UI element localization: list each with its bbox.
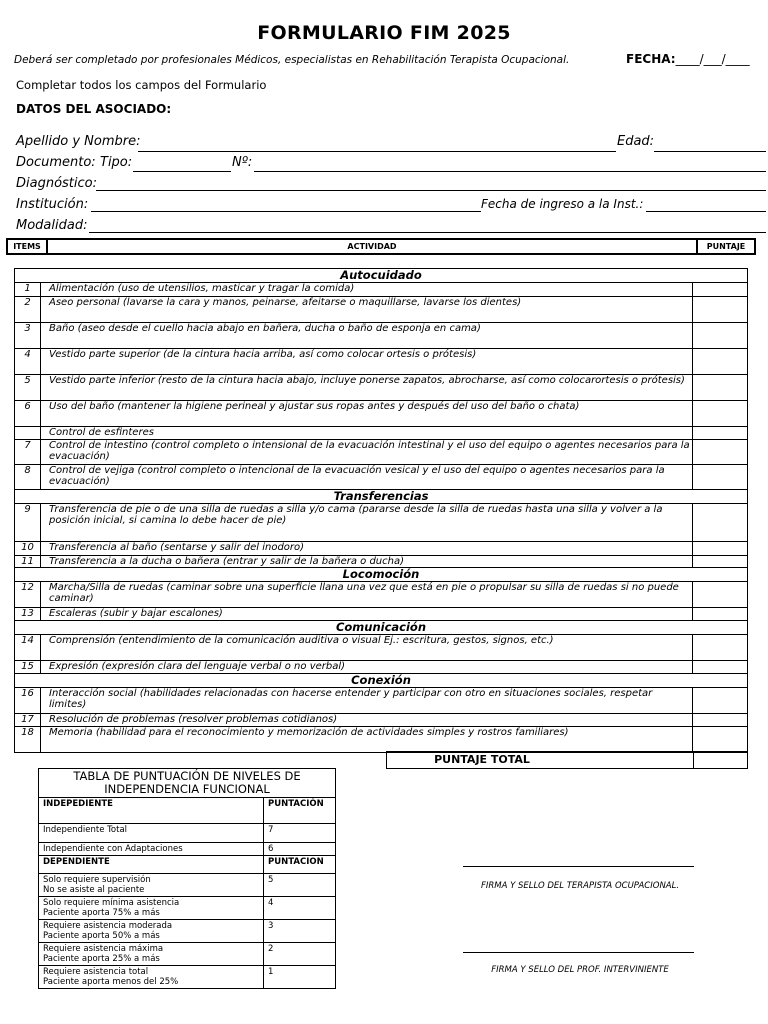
level-line: Independiente con Adaptaciones <box>43 844 183 854</box>
level-description <box>39 824 264 843</box>
modalidad-field[interactable] <box>89 232 766 233</box>
level-line: Solo requiere supervisión <box>43 875 151 885</box>
signature-label-prof: FIRMA Y SELLO DEL PROF. INTERVINIENTE <box>491 965 669 975</box>
levels-group-head: DEPENDIENTE <box>39 856 264 874</box>
total-box <box>386 751 748 769</box>
item-number: 13 <box>15 608 41 620</box>
activity-description: Expresión (expresión clara del lenguaje verbal o no verbal) <box>41 661 693 673</box>
activity-description: Memoria (habilidad para el reconocimiento y memorización de actividades simples y rostros familiares) <box>41 727 693 752</box>
activity-description: Control de intestino (control completo o intensional de la evacuación intestinal y el uso del equipo o agentes necesarios para la evacuación) <box>41 440 693 464</box>
level-score: 6 <box>264 843 336 856</box>
score-cell[interactable] <box>693 504 747 541</box>
levels-row <box>39 874 336 897</box>
activity-row <box>15 323 747 349</box>
level-line: Solo requiere mínima asistencia <box>43 898 180 908</box>
activity-description: Transferencia a la ducha o bañera (entrar y salir de la bañera o ducha) <box>41 556 693 567</box>
signature-line-terapista[interactable] <box>463 866 694 867</box>
item-number <box>15 427 41 439</box>
levels-score-head: PUNTACION <box>264 856 336 874</box>
edad-field[interactable] <box>654 151 766 152</box>
activity-description: Marcha/Silla de ruedas (caminar sobre una superficie llana una vez que está en pie o propulsar su silla de ruedas si no puede caminar) <box>41 582 693 607</box>
score-cell[interactable] <box>693 661 747 673</box>
item-number: 3 <box>15 323 41 348</box>
score-cell[interactable] <box>693 714 747 726</box>
levels-title: TABLA DE PUNTUACIÓN DE NIVELES DE INDEPENDENCIA FUNCIONAL <box>39 769 336 798</box>
level-line: Paciente aporta 50% a más <box>43 931 160 941</box>
score-cell[interactable] <box>693 465 747 489</box>
level-line: Paciente aporta menos del 25% <box>43 977 179 987</box>
level-line: Requiere asistencia total <box>43 967 149 977</box>
header-puntaje: PUNTAJE <box>706 242 746 251</box>
level-score: 3 <box>264 920 336 943</box>
score-cell[interactable] <box>693 323 747 348</box>
fecha-ingreso-field[interactable] <box>646 211 766 212</box>
section-title: Conexión <box>15 674 747 688</box>
activity-description: Transferencia de pie o de una silla de ruedas a silla y/o cama (pararse desde la silla de ruedas hasta una silla y volver a la posición inicial, si camina lo debe hacer de pie) <box>41 504 693 541</box>
level-line: Paciente aporta 75% a más <box>43 908 160 918</box>
form-title: FORMULARIO FIM 2025 <box>257 22 511 44</box>
level-line: Independiente Total <box>43 825 128 835</box>
score-cell[interactable] <box>693 440 747 464</box>
activity-row <box>15 349 747 375</box>
activity-description: Uso del baño (mantener la higiene perineal y ajustar sus ropas antes y después del uso del baño o chata) <box>41 401 693 426</box>
score-cell[interactable] <box>693 582 747 607</box>
section-title: Locomoción <box>15 568 747 582</box>
level-score: 2 <box>264 943 336 966</box>
level-description <box>39 920 264 943</box>
activity-description: Control de vejiga (control completo o intencional de la evacuación vesical y el uso del equipo o agentes necesarios para la evacuación) <box>41 465 693 489</box>
level-description <box>39 966 264 989</box>
score-cell[interactable] <box>693 556 747 567</box>
section-title: Autocuidado <box>15 269 747 283</box>
item-number: 4 <box>15 349 41 374</box>
total-label: PUNTAJE TOTAL <box>434 753 530 766</box>
table-header <box>6 238 756 255</box>
score-cell[interactable] <box>693 401 747 426</box>
activity-row <box>15 635 747 661</box>
item-number: 2 <box>15 297 41 322</box>
levels-score-head: PUNTACIÓN <box>264 798 336 824</box>
activity-row <box>15 297 747 323</box>
modalidad-label: Modalidad: <box>16 218 88 233</box>
numero-field[interactable] <box>254 171 766 172</box>
score-cell[interactable] <box>693 375 747 400</box>
section-title: Transferencias <box>15 490 747 504</box>
level-description <box>39 943 264 966</box>
activity-row <box>15 427 747 440</box>
level-score: 4 <box>264 897 336 920</box>
activity-description: Escaleras (subir y bajar escalones) <box>41 608 693 620</box>
item-number: 14 <box>15 635 41 660</box>
item-number: 17 <box>15 714 41 726</box>
signature-label-terapista: FIRMA Y SELLO DEL TERAPISTA OCUPACIONAL. <box>480 881 680 891</box>
item-number: 5 <box>15 375 41 400</box>
activity-description: Resolución de problemas (resolver problemas cotidianos) <box>41 714 693 726</box>
activity-description: Vestido parte inferior (resto de la cintura hacia abajo, incluye ponerse zapatos, abrocharse, así como colocarortesis o prótesis) <box>41 375 693 400</box>
level-score: 5 <box>264 874 336 897</box>
institucion-label: Institución: <box>16 197 89 212</box>
signature-line-prof[interactable] <box>463 952 694 953</box>
item-number: 9 <box>15 504 41 541</box>
activity-row <box>15 401 747 427</box>
score-cell[interactable] <box>693 427 747 439</box>
levels-row <box>39 897 336 920</box>
score-cell[interactable] <box>693 283 747 296</box>
activity-row <box>15 375 747 401</box>
activity-description: Alimentación (uso de utensilios, masticar y tragar la comida) <box>41 283 693 296</box>
item-number: 7 <box>15 440 41 464</box>
intro-text: Deberá ser completado por profesionales Médicos, especialistas en Rehabilitación Terapista Ocupacional. <box>14 54 570 66</box>
activity-row <box>15 283 747 297</box>
activity-description: Interacción social (habilidades relacionadas con hacerse entender y participar con otro en situaciones sociales, respetar limites) <box>41 688 693 713</box>
fecha-blank: ____/___/____ <box>675 52 750 66</box>
total-score-cell[interactable] <box>693 752 748 768</box>
activity-row <box>15 688 747 714</box>
tipo-label: Tipo: <box>100 155 133 170</box>
activity-row <box>15 727 747 753</box>
levels-row <box>39 966 336 989</box>
level-score: 7 <box>264 824 336 843</box>
activity-description: Baño (aseo desde el cuello hacia abajo en bañera, ducha o baño de esponja en cama) <box>41 323 693 348</box>
activity-description: Control de esfinteres <box>41 427 693 439</box>
activity-row <box>15 465 747 490</box>
level-description <box>39 843 264 856</box>
activity-description: Transferencia al baño (sentarse y salir del inodoro) <box>41 542 693 555</box>
institucion-field[interactable] <box>91 211 481 212</box>
activity-description: Aseo personal (lavarse la cara y manos, peinarse, afeitarse o maquillarse, lavarse los dientes) <box>41 297 693 322</box>
activity-row <box>15 440 747 465</box>
level-description <box>39 874 264 897</box>
score-cell[interactable] <box>693 349 747 374</box>
edad-label: Edad: <box>617 134 655 149</box>
fecha-ingreso-label: Fecha de ingreso a la Inst.: <box>481 197 644 211</box>
level-description <box>39 897 264 920</box>
levels-row <box>39 843 336 856</box>
fecha-field[interactable] <box>626 52 750 66</box>
item-number: 1 <box>15 283 41 296</box>
level-line: No se asiste al paciente <box>43 885 145 895</box>
activity-row <box>15 504 747 542</box>
score-cell[interactable] <box>693 297 747 322</box>
item-number: 12 <box>15 582 41 607</box>
apellido-field[interactable] <box>138 151 616 152</box>
section-title: Comunicación <box>15 621 747 635</box>
item-number: 11 <box>15 556 41 567</box>
levels-table <box>38 768 336 989</box>
level-score: 1 <box>264 966 336 989</box>
numero-label: Nº: <box>232 155 253 170</box>
levels-row <box>39 943 336 966</box>
level-line: Requiere asistencia moderada <box>43 921 173 931</box>
activity-description: Vestido parte superior (de la cintura hacia arriba, así como colocar ortesis o prótesis) <box>41 349 693 374</box>
apellido-label: Apellido y Nombre: <box>16 134 141 149</box>
item-number: 16 <box>15 688 41 713</box>
activity-row <box>15 714 747 727</box>
item-number: 15 <box>15 661 41 673</box>
tipo-field[interactable] <box>133 171 231 172</box>
item-number: 6 <box>15 401 41 426</box>
header-items: ITEMS <box>8 240 48 253</box>
header-actividad: ACTIVIDAD <box>48 240 698 253</box>
diagnostico-label: Diagnóstico: <box>16 176 97 191</box>
level-line: Requiere asistencia máxima <box>43 944 164 954</box>
score-cell[interactable] <box>693 542 747 555</box>
fecha-label: FECHA: <box>626 52 676 66</box>
levels-group-head: INDEPEDIENTE <box>39 798 264 824</box>
activities-table <box>14 268 748 753</box>
datos-heading: DATOS DEL ASOCIADO: <box>16 102 172 116</box>
diagnostico-field[interactable] <box>96 190 766 191</box>
levels-row <box>39 920 336 943</box>
instructions: Completar todos los campos del Formulario <box>16 78 267 92</box>
item-number: 18 <box>15 727 41 752</box>
level-line: Paciente aporta 25% a más <box>43 954 160 964</box>
score-cell[interactable] <box>693 635 747 660</box>
score-cell[interactable] <box>693 688 747 713</box>
activity-row <box>15 582 747 608</box>
score-cell[interactable] <box>693 727 747 752</box>
item-number: 8 <box>15 465 41 489</box>
activity-description: Comprensión (entendimiento de la comunicación auditiva o visual Ej.: escritura, gestos, signos, etc.) <box>41 635 693 660</box>
score-cell[interactable] <box>693 608 747 620</box>
activity-row <box>15 542 747 556</box>
levels-row <box>39 824 336 843</box>
documento-label: Documento: <box>16 155 96 170</box>
item-number: 10 <box>15 542 41 555</box>
